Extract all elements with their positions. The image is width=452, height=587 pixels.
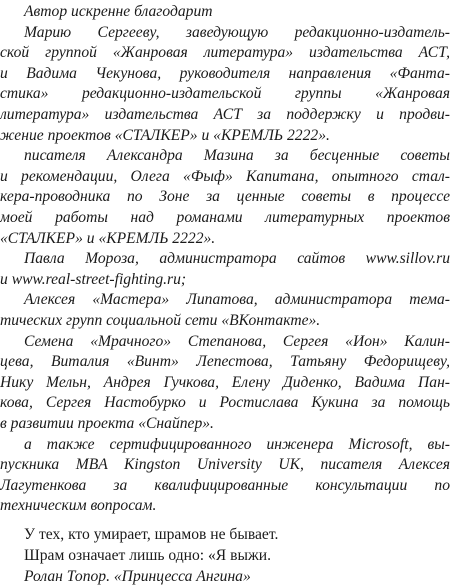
ack-line: Алексея «Мастера» Липатова, администратора тема- <box>24 291 450 309</box>
ack-line: и Вадима Чекунова, руководителя направления «Фанта- <box>0 64 450 82</box>
ack-line: стика» редакционно-издательской группы «Жанровая <box>0 85 450 103</box>
epigraph-signature: Ролан Топор. «Принцесса Ангина» <box>24 568 251 585</box>
ack-line: ской группой «Жанровая литература» издательства АСТ, <box>0 44 450 62</box>
ack-line: «СТАЛКЕР» и «КРЕМЛЬ 2222». <box>0 229 216 247</box>
ack-line: моей работы над романами литературных проектов <box>0 209 450 226</box>
ack-line: литература» издательства АСТ за поддержку и продви- <box>0 106 450 123</box>
epigraph-line: Шрам означает лишь одно: «Я выжи. <box>24 547 271 564</box>
epigraph-line: У тех, кто умирает, шрамов не бывает. <box>24 526 279 543</box>
ack-line: и www.real-street-fighting.ru; <box>0 270 187 288</box>
ack-line: жение проектов «СТАЛКЕР» и «КРЕМЛЬ 2222». <box>0 126 330 144</box>
ack-line: и рекомендации, Олега «Фыф» Капитана, опытного стал- <box>0 167 450 185</box>
ack-line: пускника MBA Kingston University UK, писателя Алексея <box>0 456 450 474</box>
ack-line: Павла Мороза, администратора сайтов www.sillov.ru <box>24 250 450 268</box>
ack-line: Нику Мельн, Андрея Гучкова, Елену Диденко, Вадима Пан- <box>0 373 450 391</box>
ack-line: Семена «Мрачного» Степанова, Сергея «Ион» Калин- <box>24 332 450 350</box>
ack-line: а также сертифицированного инженера Microsoft, вы- <box>24 435 450 453</box>
ack-line: техническим вопросам. <box>0 497 157 515</box>
ack-line: Автор искренне благодарит <box>24 3 213 20</box>
ack-line: Лагутенкова за квалифицированные консультации по <box>0 476 450 494</box>
ack-line: тических групп социальной сети «ВКонтакте». <box>0 312 321 329</box>
ack-line: цева, Виталия «Винт» Лепестова, Татьяну Федорищеву, <box>0 353 450 371</box>
ack-line: кова, Сергея Настобурко и Ростислава Кукина за помощь <box>0 394 450 412</box>
ack-line: Марию Сергееву, заведующую редакционно-издатель- <box>24 23 450 41</box>
ack-line: писателя Александра Мазина за бесценные советы <box>24 147 450 165</box>
ack-line: в развитии проекта «Снайпер». <box>0 415 214 432</box>
ack-line: кера-проводника по Зоне за ценные советы в процессе <box>0 188 450 206</box>
